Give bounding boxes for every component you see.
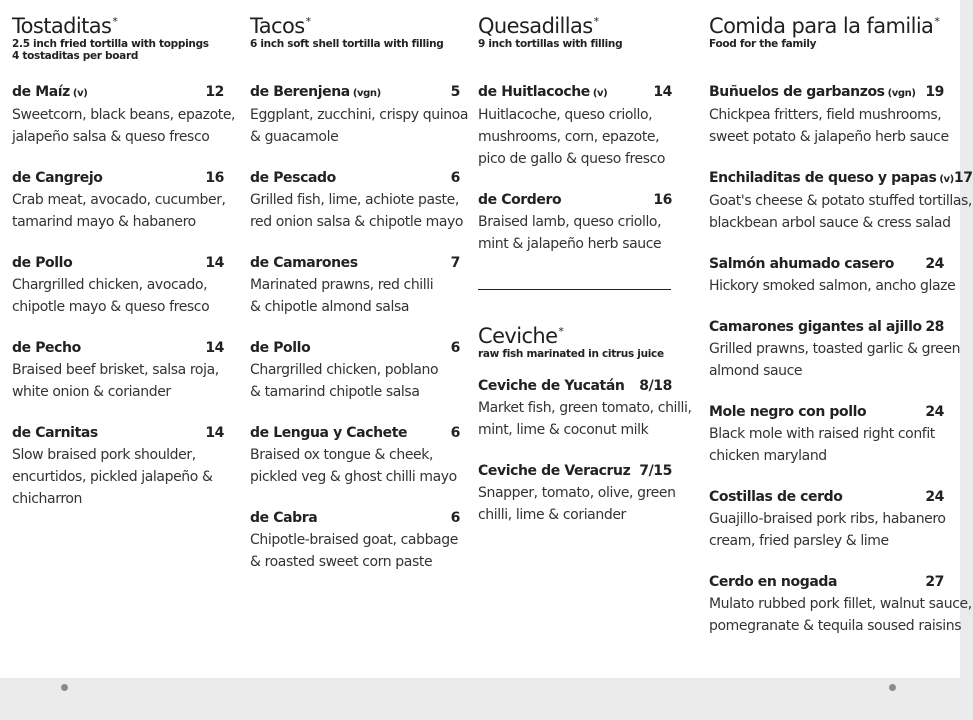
menu-item	[709, 572, 972, 637]
item-price: 24	[925, 256, 944, 272]
item-price: 28	[925, 319, 944, 335]
slide-dot-left	[61, 684, 68, 691]
menu-item	[250, 168, 464, 233]
section-title: Quesadillas*	[478, 14, 599, 38]
section-title: Comida para la familia*	[709, 14, 940, 38]
item-price: 6	[450, 170, 460, 186]
menu-item	[709, 402, 944, 467]
item-description: Crab meat, avocado, cucumber, tamarind mayo & habanero	[12, 192, 226, 230]
item-price: 12	[205, 84, 224, 100]
item-name: Salmón ahumado casero	[709, 256, 895, 272]
menu-item	[12, 253, 224, 318]
item-name: Enchiladitas de queso y papas (v)	[709, 170, 954, 186]
item-description: Guajillo-braised pork ribs, habanero cream, fried parsley & lime	[709, 511, 946, 549]
menu-item	[478, 82, 672, 170]
item-name: de Cangrejo	[12, 170, 103, 186]
item-price: 14	[205, 255, 224, 271]
item-name: de Camarones	[250, 255, 358, 271]
item-name: Cerdo en nogada	[709, 574, 838, 590]
item-description: Grilled fish, lime, achiote paste, red onion salsa & chipotle mayo	[250, 192, 464, 230]
menu-item	[250, 253, 460, 318]
item-name: Costillas de cerdo	[709, 489, 843, 505]
item-price: 24	[925, 404, 944, 420]
item-description: Huitlacoche, queso criollo, mushrooms, corn, epazote, pico de gallo & queso fresco	[478, 107, 666, 167]
item-price: 6	[450, 425, 460, 441]
familia-section	[709, 0, 973, 657]
item-name: de Pecho	[12, 340, 81, 356]
item-name: de Maíz (v)	[12, 84, 88, 100]
menu-item	[709, 317, 961, 382]
menu-item	[12, 423, 224, 510]
menu-item	[709, 82, 949, 148]
menu-item	[478, 190, 672, 255]
section-subtitle: 2.5 inch fried tortilla with toppings	[12, 38, 209, 50]
item-description: Chickpea fritters, field mushrooms, sweet potato & jalapeño herb sauce	[709, 107, 949, 145]
item-price: 17	[953, 170, 973, 186]
item-name: Ceviche de Yucatán	[478, 378, 625, 394]
item-description: Snapper, tomato, olive, green chilli, lime & coriander	[478, 485, 676, 523]
menu-item	[250, 338, 460, 403]
tostaditas-section	[12, 0, 236, 530]
menu-item	[250, 508, 460, 573]
item-name: de Cordero	[478, 192, 562, 208]
item-description: Market fish, green tomato, chilli, mint, lime & coconut milk	[478, 400, 692, 438]
section-divider	[478, 289, 671, 290]
item-description: Goat's cheese & potato stuffed tortillas, blackbean arbol sauce & cress salad	[709, 193, 972, 231]
menu-item	[12, 168, 224, 233]
item-price: 14	[205, 340, 224, 356]
section-subtitle: 6 inch soft shell tortilla with filling	[250, 38, 444, 50]
item-name: de Pescado	[250, 170, 336, 186]
menu-item	[12, 82, 236, 148]
section-title: Tostaditas*	[12, 14, 118, 38]
item-description: Sweetcorn, black beans, epazote, jalapeño salsa & queso fresco	[12, 107, 236, 145]
item-price: 14	[205, 425, 224, 441]
item-price: 27	[925, 574, 944, 590]
item-price: 19	[925, 84, 944, 100]
menu-item	[478, 376, 692, 441]
section-subtitle: 9 inch tortillas with filling	[478, 38, 623, 50]
item-name: de Cabra	[250, 510, 318, 526]
item-description: Grilled prawns, toasted garlic & green almond sauce	[709, 341, 961, 379]
item-price: 8/18	[639, 378, 672, 394]
item-description: Slow braised pork shoulder, encurtidos, pickled jalapeño & chicharron	[12, 447, 213, 507]
section-subtitle: raw fish marinated in citrus juice	[478, 348, 664, 360]
item-description: Eggplant, zucchini, crispy quinoa & guacamole	[250, 107, 469, 145]
ceviche-section	[478, 320, 692, 546]
item-price: 7	[450, 255, 460, 271]
section-subtitle: Food for the family	[709, 38, 817, 50]
item-description: Marinated prawns, red chilli & chipotle almond salsa	[250, 277, 434, 315]
menu-item	[12, 338, 224, 403]
item-price: 6	[450, 340, 460, 356]
quesadillas-section	[478, 0, 672, 275]
slide-dot-right	[889, 684, 896, 691]
menu-item	[709, 168, 973, 234]
tacos-section	[250, 0, 469, 593]
item-price: 14	[653, 84, 672, 100]
item-description: Chargrilled chicken, avocado, chipotle mayo & queso fresco	[12, 277, 210, 315]
item-price: 24	[925, 489, 944, 505]
item-price: 7/15	[639, 463, 672, 479]
menu-item	[250, 82, 469, 148]
section-title: Ceviche*	[478, 324, 564, 348]
menu-item	[709, 254, 956, 297]
item-description: Chargrilled chicken, poblano & tamarind chipotle salsa	[250, 362, 439, 400]
section-title: Tacos*	[250, 14, 311, 38]
item-description: Braised ox tongue & cheek, pickled veg & ghost chilli mayo	[250, 447, 457, 485]
item-price: 5	[450, 84, 460, 100]
item-description: Hickory smoked salmon, ancho glaze	[709, 278, 956, 294]
item-description: Black mole with raised right confit chicken maryland	[709, 426, 935, 464]
item-name: de Huitlacoche (v)	[478, 84, 608, 100]
item-price: 16	[653, 192, 672, 208]
item-price: 16	[205, 170, 224, 186]
item-name: de Pollo	[12, 255, 73, 271]
item-description: Mulato rubbed pork fillet, walnut sauce, pomegranate & tequila soused raisins	[709, 596, 972, 634]
item-description: Braised lamb, queso criollo, mint & jalapeño herb sauce	[478, 214, 662, 252]
item-name: de Lengua y Cachete	[250, 425, 408, 441]
item-name: de Berenjena (vgn)	[250, 84, 381, 100]
item-name: Mole negro con pollo	[709, 404, 867, 420]
menu-item	[250, 423, 460, 488]
item-name: de Carnitas	[12, 425, 98, 441]
item-name: de Pollo	[250, 340, 311, 356]
item-name: Ceviche de Veracruz	[478, 463, 631, 479]
section-subtitle: 4 tostaditas per board	[12, 50, 139, 62]
item-name: Camarones gigantes al ajillo	[709, 319, 922, 335]
item-description: Chipotle-braised goat, cabbage & roasted sweet corn paste	[250, 532, 458, 570]
menu-item	[709, 487, 944, 552]
slide-footer	[0, 678, 960, 720]
item-price: 6	[450, 510, 460, 526]
item-description: Braised beef brisket, salsa roja, white onion & coriander	[12, 362, 219, 400]
item-name: Buñuelos de garbanzos (vgn)	[709, 84, 916, 100]
menu-item	[478, 461, 676, 526]
